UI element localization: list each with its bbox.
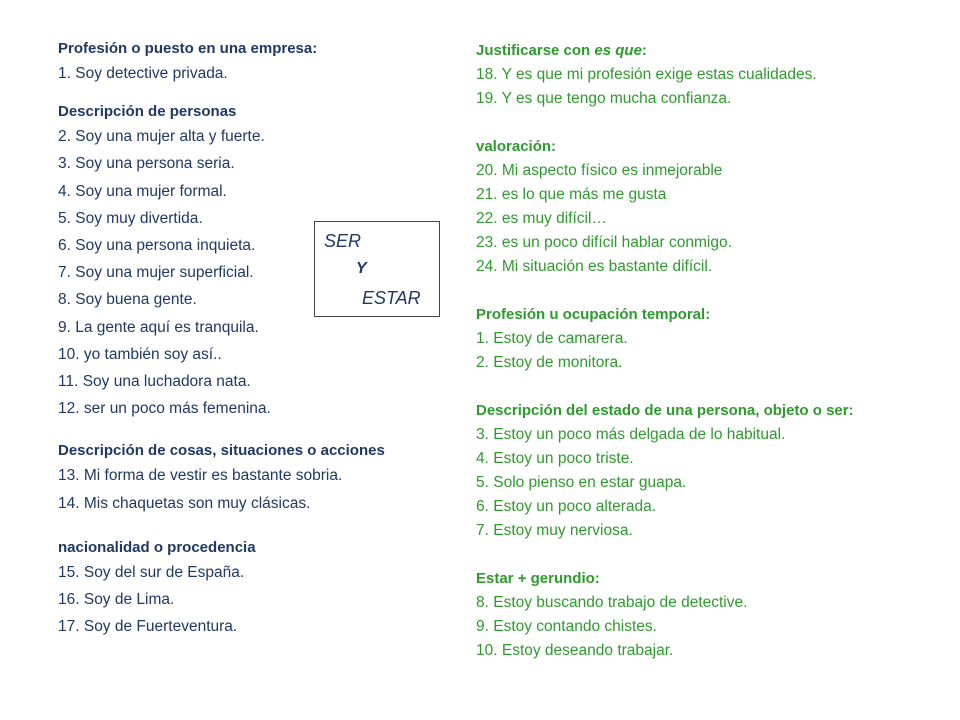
section-heading-valoracion: valoración: [476, 138, 557, 155]
list-item: 10. Estoy deseando trabajar. [476, 642, 674, 659]
list-item: 2. Estoy de monitora. [476, 354, 623, 371]
section-heading-descripcion-personas: Descripción de personas [58, 103, 237, 121]
list-item: 16. Soy de Lima. [58, 591, 175, 609]
section-heading-profesion-ser: Profesión o puesto en una empresa: [58, 40, 318, 57]
list-item: 3. Soy una persona seria. [58, 155, 235, 173]
list-item: 21. es lo que más me gusta [476, 186, 667, 203]
list-item: 23. es un poco difícil hablar conmigo. [476, 234, 732, 251]
list-item: 17. Soy de Fuerteventura. [58, 618, 238, 636]
section-heading-descripcion-estado: Descripción del estado de una persona, objeto o ser: [476, 402, 854, 419]
list-item: 19. Y es que tengo mucha confianza. [476, 90, 732, 107]
list-item: 6. Estoy un poco alterada. [476, 498, 657, 515]
list-item: 14. Mis chaquetas son muy clásicas. [58, 494, 311, 512]
section-heading-justificarse: Justificarse con es que: [476, 42, 647, 59]
list-item: 22. es muy difícil… [476, 210, 607, 227]
section-heading-descripcion-cosas: Descripción de cosas, situaciones o acciones [58, 442, 385, 460]
list-item: 9. Estoy contando chistes. [476, 618, 657, 635]
ser-column [58, 38, 438, 640]
title-word-estar: ESTAR [362, 288, 421, 308]
list-item: 2. Soy una mujer alta y fuerte. [58, 128, 265, 146]
title-word-ser: SER [324, 231, 362, 251]
list-item: 7. Soy una mujer superficial. [58, 264, 254, 282]
list-item: 8. Estoy buscando trabajo de detective. [476, 594, 748, 611]
list-item: 1. Soy detective privada. [58, 65, 228, 82]
list-item: 8. Soy buena gente. [58, 291, 197, 309]
list-item: 4. Soy una mujer formal. [58, 182, 227, 200]
list-item: 11. Soy una luchadora nata. [58, 373, 251, 391]
section-heading-estar-gerundio: Estar + gerundio: [476, 570, 600, 587]
list-item: 7. Estoy muy nerviosa. [476, 522, 633, 539]
list-item: 5. Soy muy divertida. [58, 209, 203, 227]
list-item: 1. Estoy de camarera. [476, 330, 628, 347]
list-item: 13. Mi forma de vestir es bastante sobria. [58, 467, 343, 485]
list-item: 15. Soy del sur de España. [58, 563, 245, 581]
list-item: 12. ser un poco más femenina. [58, 400, 271, 418]
section-heading-nacionalidad: nacionalidad o procedencia [58, 538, 256, 556]
list-item: 3. Estoy un poco más delgada de lo habitual. [476, 426, 786, 443]
list-item: 9. La gente aquí es tranquila. [58, 318, 259, 336]
ser-y-estar-title-box [314, 221, 440, 317]
list-item: 5. Solo pienso en estar guapa. [476, 474, 687, 491]
section-heading-profesion-temporal: Profesión u ocupación temporal: [476, 306, 711, 323]
list-item: 24. Mi situación es bastante difícil. [476, 258, 713, 275]
estar-column [476, 39, 946, 663]
title-word-y: Y [356, 260, 367, 277]
list-item: 4. Estoy un poco triste. [476, 450, 634, 467]
list-item: 10. yo también soy así.. [58, 345, 222, 363]
list-item: 18. Y es que mi profesión exige estas cualidades. [476, 66, 817, 83]
list-item: 20. Mi aspecto físico es inmejorable [476, 162, 723, 179]
list-item: 6. Soy una persona inquieta. [58, 237, 256, 255]
